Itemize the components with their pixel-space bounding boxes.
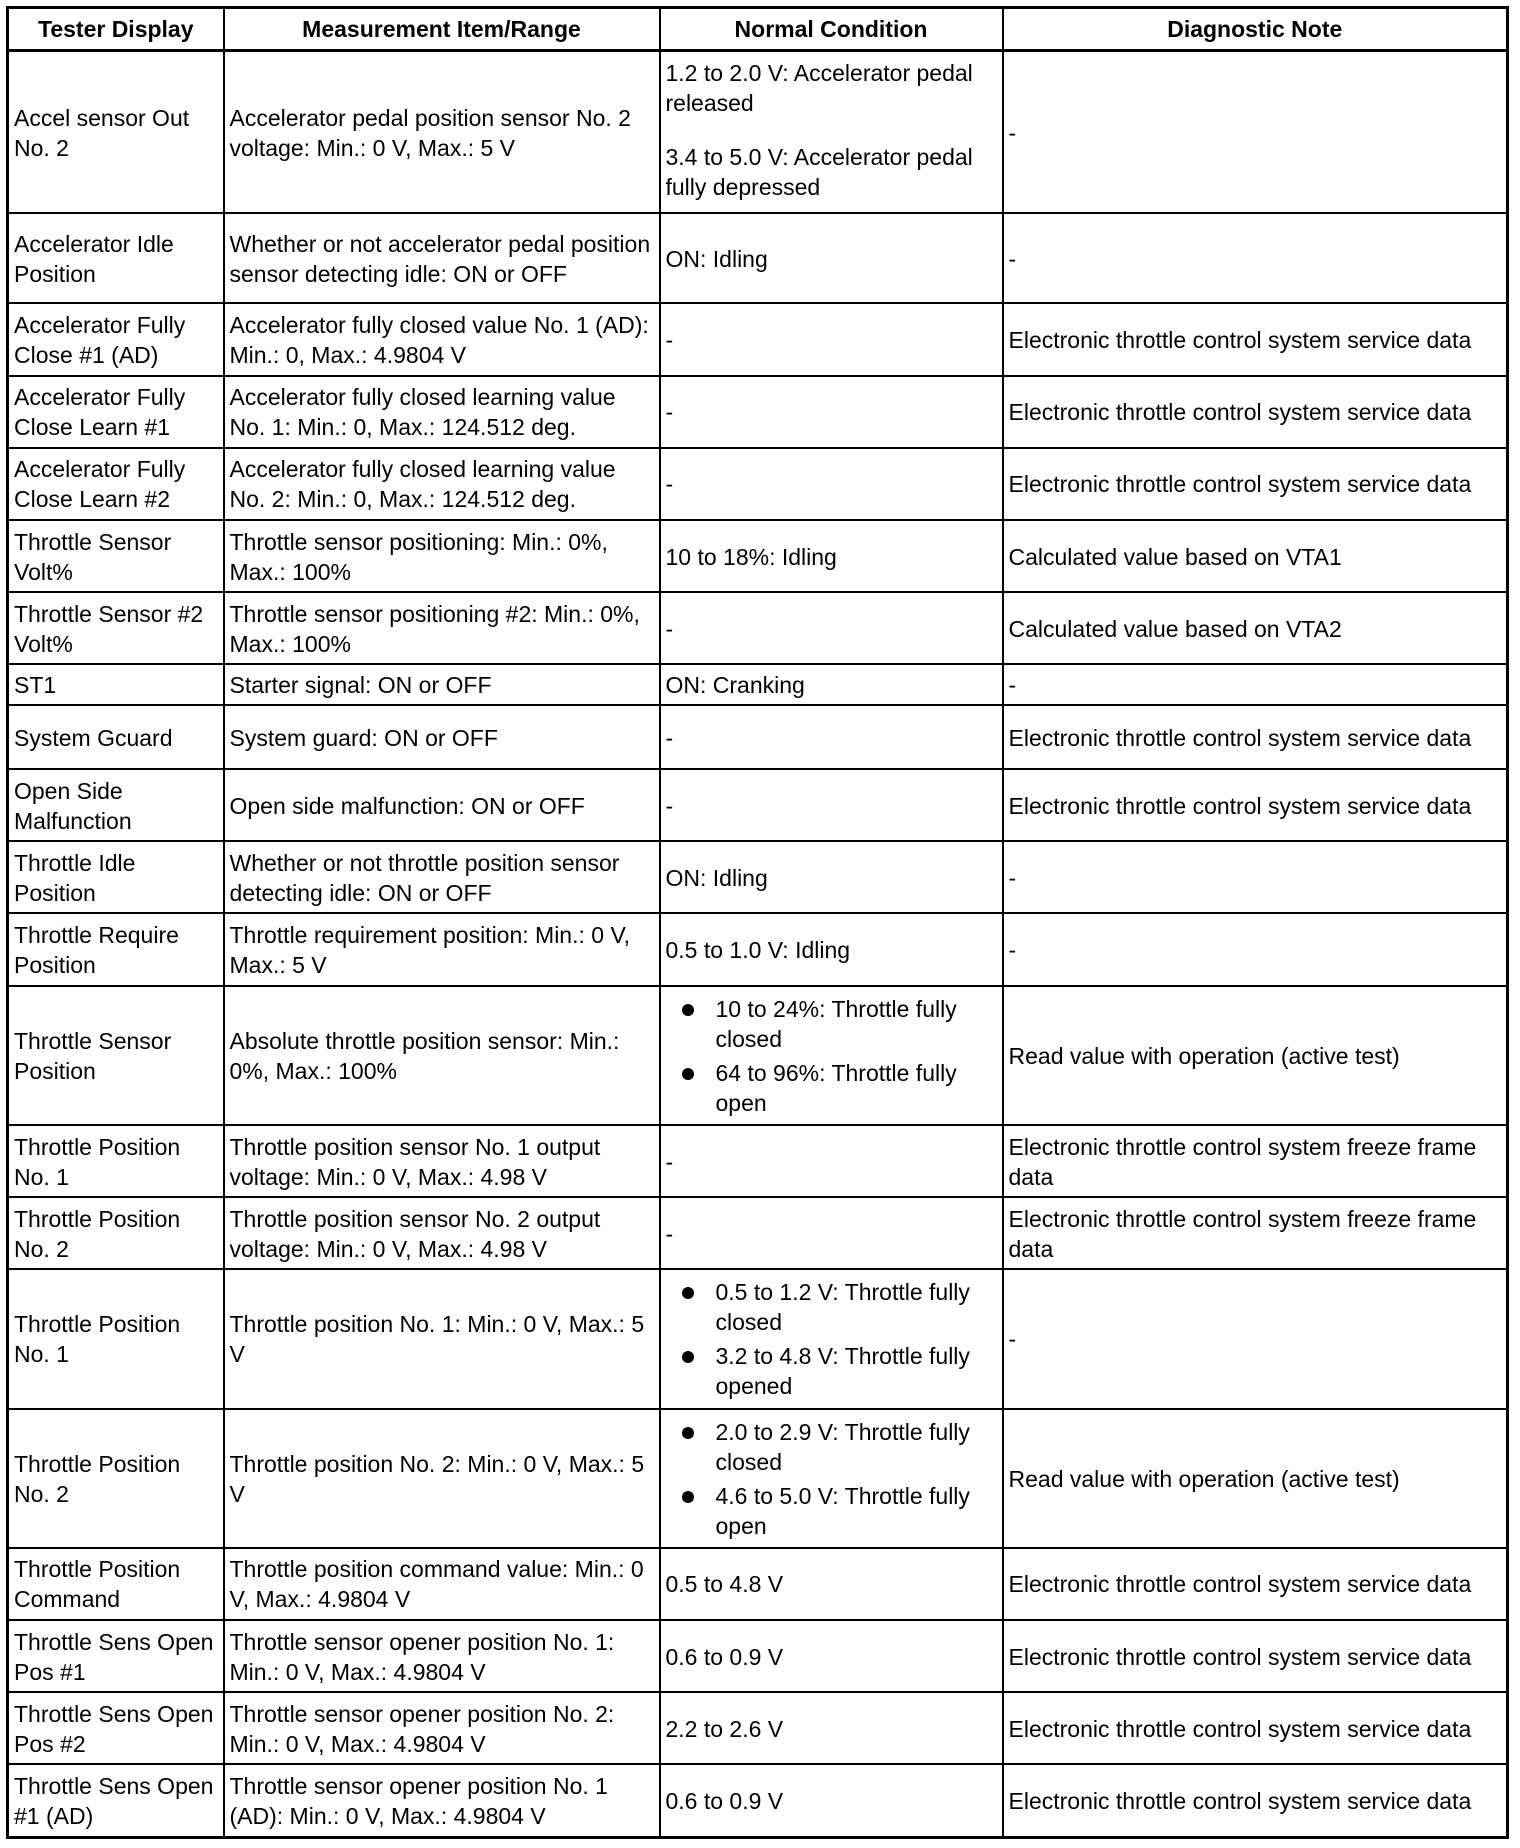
diagnostic-note-cell: Electronic throttle control system service data [1003,1764,1508,1837]
diagnostic-note-cell: Electronic throttle control system freeze frame data [1003,1197,1508,1269]
measurement-cell: System guard: ON or OFF [224,705,660,769]
measurement-cell: Accelerator fully closed value No. 1 (AD): Min.: 0, Max.: 4.9804 V [224,303,660,375]
header-tester-display: Tester Display [8,8,224,51]
measurement-cell: Throttle sensor opener position No. 2: Min.: 0 V, Max.: 4.9804 V [224,1692,660,1764]
measurement-cell: Whether or not throttle position sensor detecting idle: ON or OFF [224,841,660,913]
tester-display-cell: Open Side Malfunction [8,769,224,841]
measurement-cell: Accelerator pedal position sensor No. 2 voltage: Min.: 0 V, Max.: 5 V [224,51,660,214]
normal-condition-cell: - [660,376,1003,448]
condition-bullet-item [716,1277,997,1337]
condition-bullet-item [716,1341,997,1401]
condition-bullet-text: 3.2 to 4.8 V: Throttle fully opened [715,1343,970,1400]
diagnostic-note-cell: - [1003,213,1508,303]
measurement-cell: Throttle position command value: Min.: 0 V, Max.: 4.9804 V [224,1548,660,1620]
condition-bullet-text: 2.0 to 2.9 V: Throttle fully closed [715,1418,970,1475]
table-row [8,51,1508,214]
condition-bullet-item [716,1417,997,1477]
normal-condition-cell: 0.6 to 0.9 V [660,1764,1003,1837]
table-row [8,592,1508,664]
condition-paragraph: 3.4 to 5.0 V: Accelerator pedal fully depressed [665,144,973,200]
measurement-cell: Throttle position No. 1: Min.: 0 V, Max.: 5 V [224,1269,660,1408]
data-list-table [6,6,1509,1839]
diagnostic-note-cell: Read value with operation (active test) [1003,1409,1508,1548]
normal-condition-cell: 0.5 to 1.0 V: Idling [660,913,1003,985]
normal-condition-cell [660,1409,1003,1548]
diagnostic-note-cell: Electronic throttle control system service data [1003,769,1508,841]
header-measurement-item: Measurement Item/Range [224,8,660,51]
table-row [8,1409,1508,1548]
diagnostic-note-cell: Calculated value based on VTA1 [1003,520,1508,592]
tester-display-cell: Throttle Idle Position [8,841,224,913]
condition-bullet-item [716,1481,997,1541]
normal-condition-cell: 0.6 to 0.9 V [660,1620,1003,1692]
diagnostic-note-cell: Read value with operation (active test) [1003,986,1508,1125]
tester-display-cell: Throttle Position No. 2 [8,1409,224,1548]
table-row [8,303,1508,375]
table-row [8,1548,1508,1620]
diagnostic-note-cell: Electronic throttle control system service data [1003,1620,1508,1692]
normal-condition-cell: - [660,1197,1003,1269]
normal-condition-cell: - [660,705,1003,769]
condition-bullet-item [716,994,997,1054]
tester-display-cell: Accel sensor Out No. 2 [8,51,224,214]
table-row [8,448,1508,520]
condition-bullet-text: 4.6 to 5.0 V: Throttle fully open [715,1482,970,1539]
condition-bullet-list [666,1417,997,1541]
condition-bullet-text: 0.5 to 1.2 V: Throttle fully closed [715,1279,970,1336]
normal-condition-cell: 10 to 18%: Idling [660,520,1003,592]
normal-condition-cell: ON: Cranking [660,664,1003,705]
measurement-cell: Accelerator fully closed learning value No. 2: Min.: 0, Max.: 124.512 deg. [224,448,660,520]
header-diagnostic-note: Diagnostic Note [1003,8,1508,51]
diagnostic-note-cell: Electronic throttle control system service data [1003,705,1508,769]
table-row [8,769,1508,841]
normal-condition-cell: - [660,448,1003,520]
diagnostic-note-cell: Electronic throttle control system service data [1003,376,1508,448]
normal-condition-cell: - [660,1125,1003,1197]
table-row [8,913,1508,985]
measurement-cell: Throttle requirement position: Min.: 0 V, Max.: 5 V [224,913,660,985]
measurement-cell: Throttle sensor opener position No. 1 (AD): Min.: 0 V, Max.: 4.9804 V [224,1764,660,1837]
diagnostic-note-cell: - [1003,664,1508,705]
measurement-cell: Throttle sensor positioning #2: Min.: 0%, Max.: 100% [224,592,660,664]
bullet-dot-icon [682,1351,694,1363]
condition-bullet-item [716,1058,997,1118]
bullet-dot-icon [682,1491,694,1503]
diagnostic-note-cell: - [1003,913,1508,985]
table-row [8,986,1508,1125]
normal-condition-cell [660,986,1003,1125]
normal-condition-cell [660,1269,1003,1408]
condition-paragraph: 1.2 to 2.0 V: Accelerator pedal released [665,60,973,116]
diagnostic-note-cell: - [1003,51,1508,214]
tester-display-cell: Throttle Sensor #2 Volt% [8,592,224,664]
measurement-cell: Throttle position sensor No. 2 output voltage: Min.: 0 V, Max.: 4.98 V [224,1197,660,1269]
tester-display-cell: Throttle Sens Open Pos #1 [8,1620,224,1692]
tester-display-cell: Accelerator Idle Position [8,213,224,303]
measurement-cell: Accelerator fully closed learning value No. 1: Min.: 0, Max.: 124.512 deg. [224,376,660,448]
tester-display-cell: System Gcuard [8,705,224,769]
tester-display-cell: Throttle Position No. 2 [8,1197,224,1269]
diagnostic-note-cell: - [1003,841,1508,913]
tester-display-cell: Throttle Sens Open Pos #2 [8,1692,224,1764]
table-row [8,705,1508,769]
normal-condition-cell: - [660,769,1003,841]
normal-condition-cell [660,51,1003,214]
tester-display-cell: Accelerator Fully Close Learn #1 [8,376,224,448]
measurement-cell: Throttle position sensor No. 1 output voltage: Min.: 0 V, Max.: 4.98 V [224,1125,660,1197]
table-row [8,1125,1508,1197]
measurement-cell: Starter signal: ON or OFF [224,664,660,705]
tester-display-cell: Throttle Position No. 1 [8,1125,224,1197]
measurement-cell: Throttle sensor positioning: Min.: 0%, Max.: 100% [224,520,660,592]
normal-condition-cell: - [660,303,1003,375]
table-row [8,1764,1508,1837]
table-row [8,1692,1508,1764]
normal-condition-cell: 0.5 to 4.8 V [660,1548,1003,1620]
data-list-table-wrapper [6,6,1506,1839]
table-row [8,376,1508,448]
bullet-dot-icon [682,1287,694,1299]
measurement-cell: Whether or not accelerator pedal position sensor detecting idle: ON or OFF [224,213,660,303]
normal-condition-cell: ON: Idling [660,841,1003,913]
measurement-cell: Throttle position No. 2: Min.: 0 V, Max.: 5 V [224,1409,660,1548]
table-row [8,1620,1508,1692]
diagnostic-note-cell: Electronic throttle control system freeze frame data [1003,1125,1508,1197]
normal-condition-cell: 2.2 to 2.6 V [660,1692,1003,1764]
table-row [8,1197,1508,1269]
tester-display-cell: Throttle Position No. 1 [8,1269,224,1408]
bullet-dot-icon [682,1004,694,1016]
tester-display-cell: Accelerator Fully Close #1 (AD) [8,303,224,375]
diagnostic-note-cell: Calculated value based on VTA2 [1003,592,1508,664]
table-row [8,520,1508,592]
tester-display-cell: Throttle Sensor Volt% [8,520,224,592]
bullet-dot-icon [682,1427,694,1439]
tester-display-cell: Throttle Position Command [8,1548,224,1620]
table-row [8,1269,1508,1408]
measurement-cell: Open side malfunction: ON or OFF [224,769,660,841]
diagnostic-note-cell: Electronic throttle control system service data [1003,1548,1508,1620]
bullet-dot-icon [682,1068,694,1080]
diagnostic-note-cell: Electronic throttle control system service data [1003,1692,1508,1764]
condition-bullet-list [666,1277,997,1401]
condition-bullet-text: 10 to 24%: Throttle fully closed [715,995,957,1052]
table-header-row [8,8,1508,51]
tester-display-cell: Accelerator Fully Close Learn #2 [8,448,224,520]
diagnostic-note-cell: - [1003,1269,1508,1408]
condition-bullet-list [666,994,997,1118]
table-row [8,664,1508,705]
normal-condition-cell: ON: Idling [660,213,1003,303]
measurement-cell: Absolute throttle position sensor: Min.: 0%, Max.: 100% [224,986,660,1125]
diagnostic-note-cell: Electronic throttle control system service data [1003,448,1508,520]
tester-display-cell: Throttle Require Position [8,913,224,985]
header-normal-condition: Normal Condition [660,8,1003,51]
tester-display-cell: Throttle Sensor Position [8,986,224,1125]
tester-display-cell: Throttle Sens Open #1 (AD) [8,1764,224,1837]
condition-bullet-text: 64 to 96%: Throttle fully open [715,1059,957,1116]
tester-display-cell: ST1 [8,664,224,705]
measurement-cell: Throttle sensor opener position No. 1: Min.: 0 V, Max.: 4.9804 V [224,1620,660,1692]
normal-condition-cell: - [660,592,1003,664]
table-row [8,841,1508,913]
diagnostic-note-cell: Electronic throttle control system service data [1003,303,1508,375]
table-row [8,213,1508,303]
